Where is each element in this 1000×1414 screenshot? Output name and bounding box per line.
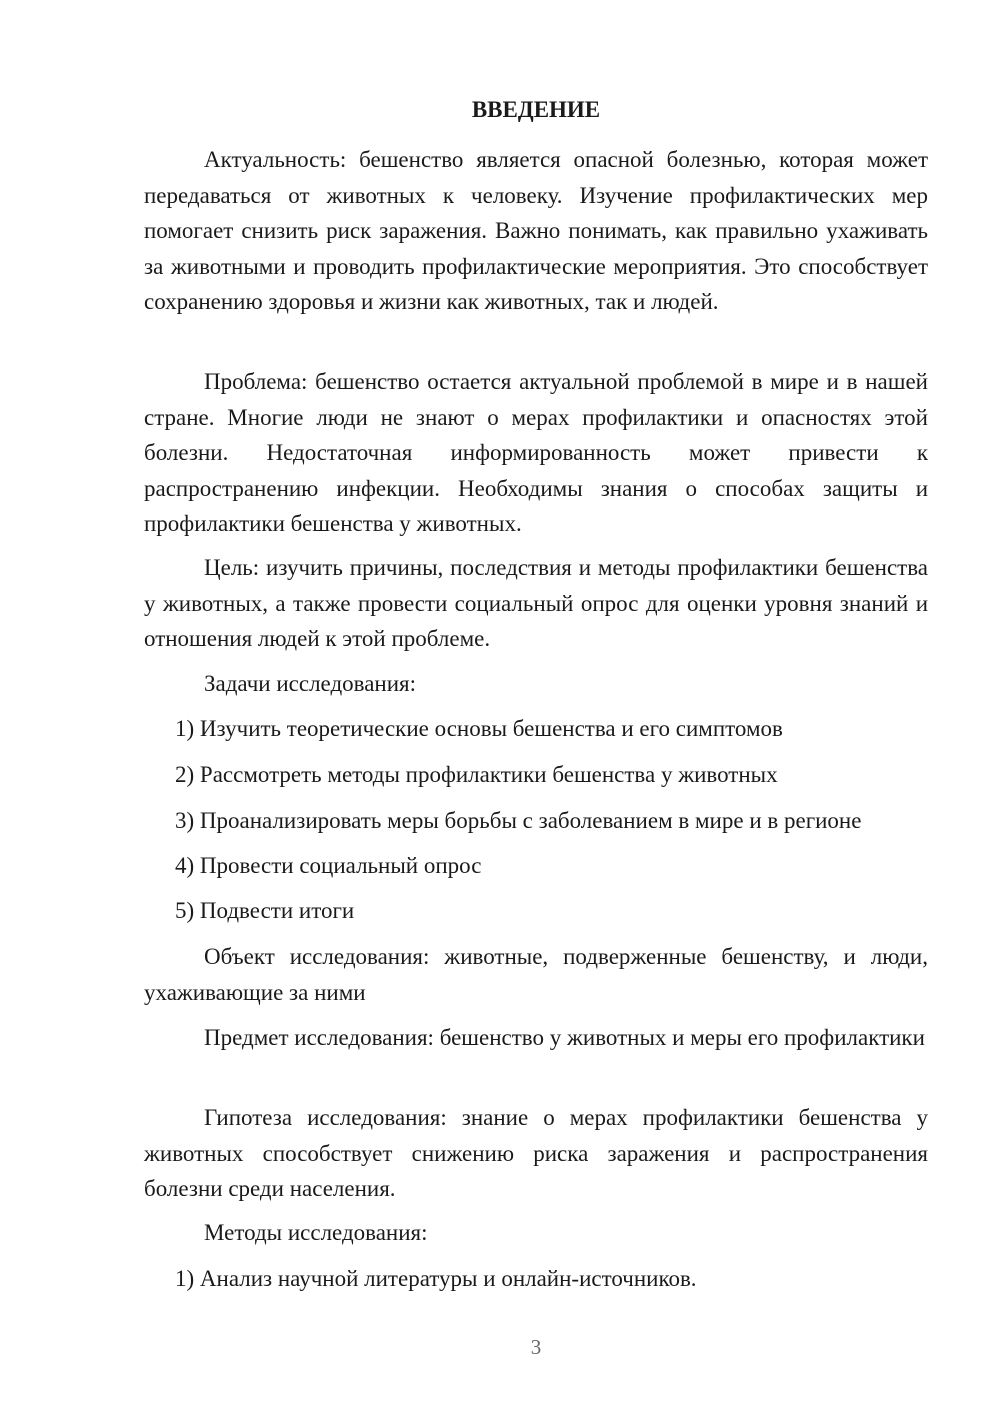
paragraph-goal: Цель: изучить причины, последствия и методы профилактики бешенства у животных, а также провести социальный опрос для оценки уровня знаний и отношения людей к этой проблеме. [144, 555, 928, 651]
task-item: 1) Изучить теоретические основы бешенства и его симптомов [175, 716, 783, 741]
page-number: 3 [530, 1335, 542, 1359]
task-item: 5) Подвести итоги [175, 898, 355, 923]
paragraph-problem: Проблема: бешенство остается актуальной проблемой в мире и в нашей стране. Многие люди не знают о мерах профилактики и опасностях этой болезни. Недостаточная информированность может привести к распространению инфекции. Необходимы знания о способах защиты и профилактики бешенства у животных. [144, 369, 928, 536]
paragraph-hypothesis: Гипотеза исследования: знание о мерах профилактики бешенства у животных способствует снижению риска заражения и распространения болезни среди населения. [144, 1105, 928, 1201]
paragraph-relevance: Актуальность: бешенство является опасной болезнью, которая может передаваться от животных к человеку. Изучение профилактических мер помогает снизить риск заражения. Важно понимать, как правильно ухаживать за животными и проводить профилактические мероприятия. Это способствует сохранению здоровья и жизни как животных, так и людей. [144, 147, 928, 314]
page-title: ВВЕДЕНИЕ [471, 97, 601, 122]
paragraph-object: Объект исследования: животные, подверженные бешенству, и люди, ухаживающие за ними [144, 944, 928, 1005]
task-item: 2) Рассмотреть методы профилактики бешенства у животных [175, 762, 778, 787]
task-item: 4) Провести социальный опрос [175, 853, 482, 878]
paragraph-subject: Предмет исследования: бешенство у животных и меры его профилактики [204, 1025, 925, 1050]
methods-heading: Методы исследования: [204, 1220, 428, 1245]
method-item: 1) Анализ научной литературы и онлайн-источников. [175, 1266, 697, 1291]
tasks-heading: Задачи исследования: [204, 671, 417, 696]
task-item: 3) Проанализировать меры борьбы с заболеванием в мире и в регионе [175, 808, 862, 833]
